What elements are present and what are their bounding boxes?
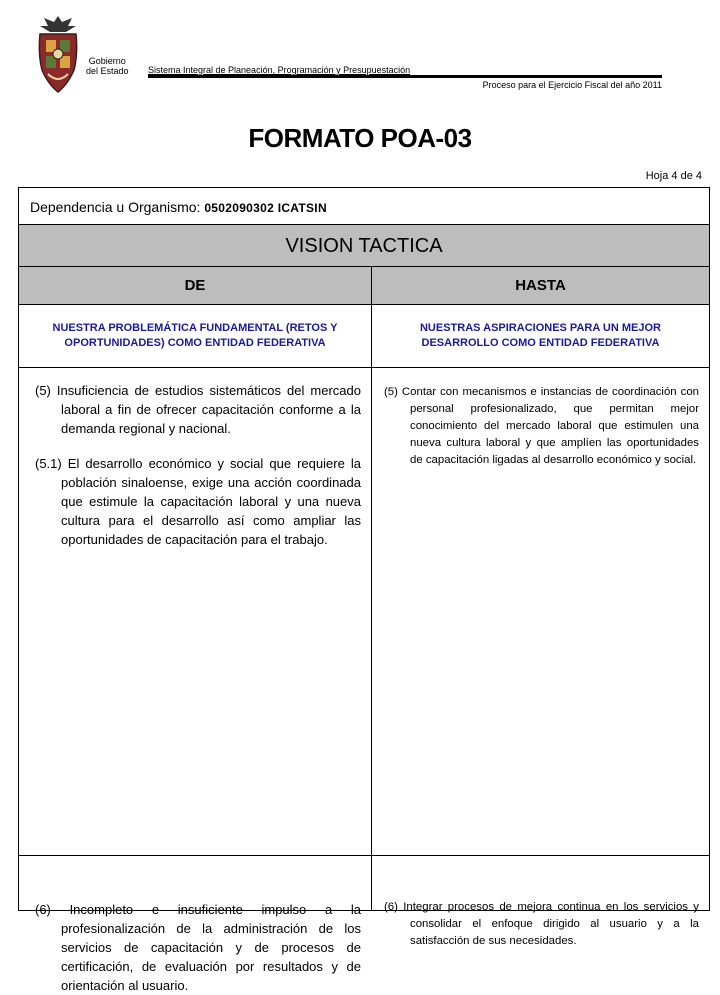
gov-line-2: del Estado [86,66,129,76]
dependency-code: 0502090302 ICATSIN [204,201,327,215]
content-row [19,368,709,993]
sheet-number: Hoja 4 de 4 [645,170,702,182]
problem-item: (5.1) El desarrollo económico y social que requiere la población sinaloense, exige una acción coordinada que estimule la capacitación laboral y una nueva cultura para el desarrollo así como ampliar las oportunidades de capacitación para el trabajo. [35,456,361,547]
vision-table [18,187,710,993]
process-label: Proceso para el Ejercicio Fiscal del año 2011 [482,80,662,90]
column-divider [371,267,372,910]
column-header-row [19,267,709,305]
subheader-row [19,305,709,368]
system-name: Sistema Integral de Planeación, Programación y Presupuestación [148,65,411,75]
problem-item: (5) Insuficiencia de estudios sistemáticos del mercado laboral a fin de ofrecer capacitación conforme a la demanda regional y nacional. [35,383,361,436]
page-title: FORMATO POA-03 [248,123,472,153]
aspiration-item: (5) Contar con mecanismos e instancias de coordinación con personal profesionalizado, que permitan mejor conocimiento del mercado laboral que estimulen una nueva cultura laboral y que amplíen las oportunidades de capacitación ligadas al desarrollo económico y social. [384,386,699,466]
header-rule [148,75,662,78]
subheader-problematica: NUESTRA PROBLEMÁTICA FUNDAMENTAL (RETOS Y OPORTUNIDADES) COMO ENTIDAD FEDERATIVA [52,322,338,349]
section-title: VISION TACTICA [19,225,709,267]
column-header-de: DE [184,277,206,294]
problem-item: (6) Incompleto e insuficiente impulso a la profesionalización de la administración de los servicios de capacitación y de procesos de certificación, de evaluación por resultados y de orientación al usuario. [35,902,361,993]
gov-line-1: Gobierno [88,56,126,66]
empty-row [19,856,709,910]
state-seal-logo [34,14,82,104]
dependency-row [19,188,709,225]
column-header-hasta: HASTA [515,277,566,294]
aspiration-item: (6) Integrar procesos de mejora continua en los servicios y consolidar el enfoque dirigido al usuario y a la satisfacción de sus necesidades. [384,901,699,947]
subheader-aspiraciones: NUESTRAS ASPIRACIONES PARA UN MEJOR DESARROLLO COMO ENTIDAD FEDERATIVA [419,322,661,349]
government-label [86,56,129,76]
dependency-label: Dependencia u Organismo: [30,199,205,215]
